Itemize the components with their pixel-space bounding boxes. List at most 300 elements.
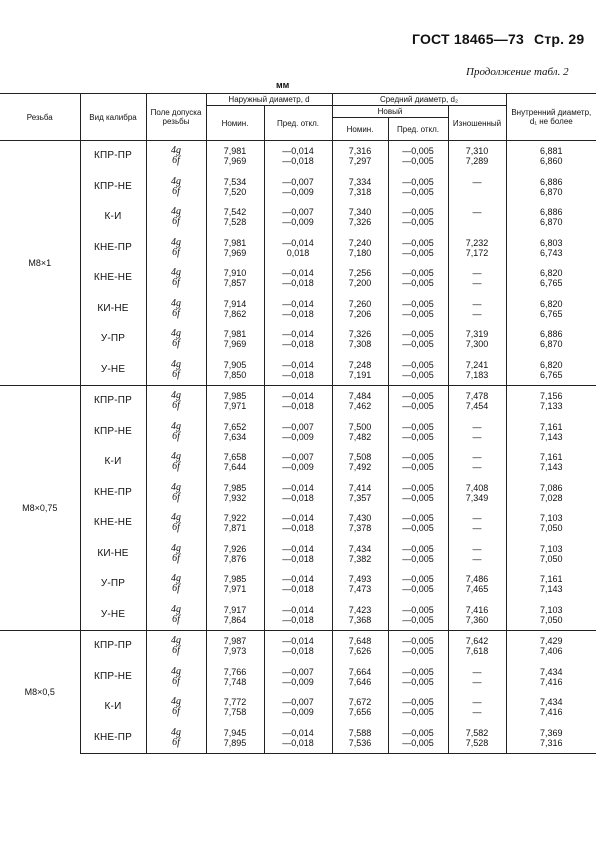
cell-value: —0,005	[402, 329, 434, 340]
cell-mid-dev	[388, 386, 448, 417]
cell-value: —0,014	[282, 604, 314, 615]
cell-value: 7,748	[223, 676, 247, 687]
cell-tolerance	[146, 600, 206, 631]
cell-outer-dev	[264, 355, 332, 386]
cell-mid-nom	[332, 172, 388, 203]
cell-mid-worn	[448, 141, 506, 172]
cell-value: —0,018	[282, 492, 314, 503]
cell-value: —0,005	[402, 646, 434, 657]
cell-value: —0,007	[282, 421, 314, 432]
cell-value: 7,232	[465, 237, 489, 248]
cell-value: 7,528	[465, 737, 489, 748]
cell-mid-worn	[448, 631, 506, 662]
cell-tolerance	[146, 723, 206, 754]
cell-value: 6,870	[540, 186, 563, 197]
cell-outer-dev	[264, 539, 332, 570]
col-mid-dev-header: Пред. откл.	[388, 118, 448, 141]
cell-inner-diameter	[506, 631, 596, 662]
cell-value: 7,914	[223, 298, 247, 309]
cell-tolerance	[146, 692, 206, 723]
cell-mid-dev	[388, 202, 448, 233]
cell-value: —	[472, 421, 482, 432]
cell-mid-dev	[388, 324, 448, 355]
cell-value: 7,103	[540, 604, 563, 615]
table-row	[0, 508, 596, 539]
cell-mid-worn	[448, 355, 506, 386]
cell-mid-worn	[448, 539, 506, 570]
table-row	[0, 172, 596, 203]
cell-value: —	[472, 553, 482, 564]
cell-value: 7,103	[540, 543, 563, 554]
cell-mid-dev	[388, 355, 448, 386]
cell-value: —0,007	[282, 176, 314, 187]
cell-outer-nom	[206, 662, 264, 693]
cell-mid-nom	[332, 600, 388, 631]
cell-value: —0,007	[282, 666, 314, 677]
cell-outer-dev	[264, 600, 332, 631]
cell-value: 7,349	[465, 492, 489, 503]
cell-value: —0,005	[402, 707, 434, 718]
cell-value: 7,434	[540, 697, 563, 708]
cell-value: 7,050	[540, 614, 563, 625]
table-row	[0, 600, 596, 631]
table-row	[0, 294, 596, 325]
cell-outer-dev	[264, 508, 332, 539]
gauge-type: КНЕ-ПР	[80, 233, 146, 264]
cell-mid-dev	[388, 631, 448, 662]
gauge-type: К-И	[80, 202, 146, 233]
cell-value: 6f	[172, 430, 180, 442]
cell-value: 6f	[172, 706, 180, 718]
gauge-type: КИ-НЕ	[80, 539, 146, 570]
gauge-type: КПР-НЕ	[80, 417, 146, 448]
cell-value: 7,300	[465, 339, 489, 350]
cell-value: —0,005	[402, 697, 434, 708]
cell-value: —0,014	[282, 543, 314, 554]
cell-value: —0,007	[282, 697, 314, 708]
page-header	[412, 31, 584, 47]
cell-outer-nom	[206, 386, 264, 417]
cell-value: —0,005	[402, 462, 434, 473]
cell-outer-dev	[264, 447, 332, 478]
cell-value: 7,528	[223, 217, 247, 228]
cell-value: 7,932	[223, 492, 247, 503]
cell-value: 4g	[171, 451, 181, 463]
cell-tolerance	[146, 386, 206, 417]
cell-value: 7,429	[540, 636, 563, 647]
cell-value: 4g	[171, 665, 181, 677]
cell-inner-diameter	[506, 233, 596, 264]
table-row	[0, 263, 596, 294]
cell-mid-nom	[332, 202, 388, 233]
gauge-type: КПР-НЕ	[80, 172, 146, 203]
cell-value: 4g	[171, 635, 181, 647]
cell-tolerance	[146, 417, 206, 448]
cell-outer-nom	[206, 172, 264, 203]
cell-outer-nom	[206, 417, 264, 448]
cell-value: 6,820	[540, 268, 563, 279]
gauge-type: КИ-НЕ	[80, 294, 146, 325]
cell-tolerance	[146, 355, 206, 386]
cell-value: —	[472, 707, 482, 718]
cell-value: —0,007	[282, 207, 314, 218]
cell-value: 7,133	[540, 401, 563, 412]
cell-value: 6f	[172, 736, 180, 748]
cell-mid-worn	[448, 692, 506, 723]
cell-value: 6,743	[540, 247, 563, 258]
cell-value: 4g	[171, 573, 181, 585]
cell-value: —0,014	[282, 513, 314, 524]
cell-value: 7,626	[348, 646, 372, 657]
cell-value: 7,326	[348, 329, 372, 340]
cell-value: 7,985	[223, 482, 247, 493]
cell-value: 7,161	[540, 452, 563, 463]
cell-value: 6,803	[540, 237, 563, 248]
cell-value: 4g	[171, 328, 181, 340]
cell-value: 7,334	[348, 176, 372, 187]
cell-value: —0,007	[282, 452, 314, 463]
cell-value: 7,156	[540, 391, 563, 402]
cell-value: 7,981	[223, 146, 247, 157]
cell-value: 6,820	[540, 359, 563, 370]
cell-outer-nom	[206, 569, 264, 600]
cell-mid-worn	[448, 294, 506, 325]
cell-value: —0,014	[282, 482, 314, 493]
cell-mid-nom	[332, 539, 388, 570]
cell-value: 7,871	[223, 523, 247, 534]
cell-value: 7,588	[348, 727, 372, 738]
cell-value: 7,256	[348, 268, 372, 279]
cell-tolerance	[146, 233, 206, 264]
cell-mid-nom	[332, 263, 388, 294]
cell-value: 4g	[171, 603, 181, 615]
cell-value: —0,005	[402, 614, 434, 625]
cell-tolerance	[146, 508, 206, 539]
cell-value: 4g	[171, 420, 181, 432]
cell-value: 4g	[171, 358, 181, 370]
cell-mid-nom	[332, 723, 388, 754]
col-mid-new-header: Новый	[332, 106, 448, 118]
cell-value: —0,014	[282, 727, 314, 738]
cell-inner-diameter	[506, 508, 596, 539]
cell-value: 6,765	[540, 369, 563, 380]
cell-value: —0,005	[402, 217, 434, 228]
cell-value: —0,018	[282, 278, 314, 289]
cell-value: —0,005	[402, 308, 434, 319]
cell-value: 6,765	[540, 308, 563, 319]
cell-value: 7,206	[348, 308, 372, 319]
cell-value: —0,005	[402, 278, 434, 289]
cell-mid-nom	[332, 631, 388, 662]
col-tolerance-header: Поле допуска резьбы	[146, 94, 206, 141]
cell-value: 7,520	[223, 186, 247, 197]
cell-value: 7,486	[465, 574, 489, 585]
gauge-type: КПР-ПР	[80, 631, 146, 662]
cell-mid-worn	[448, 569, 506, 600]
cell-value: 6,860	[540, 156, 563, 167]
cell-inner-diameter	[506, 294, 596, 325]
cell-value: 7,183	[465, 369, 489, 380]
cell-value: 4g	[171, 267, 181, 279]
cell-value: 7,985	[223, 574, 247, 585]
cell-value: —0,005	[402, 237, 434, 248]
cell-mid-worn	[448, 478, 506, 509]
cell-value: —	[472, 308, 482, 319]
cell-value: 4g	[171, 236, 181, 248]
cell-value: 7,103	[540, 513, 563, 524]
cell-value: —0,018	[282, 523, 314, 534]
cell-value: —0,014	[282, 329, 314, 340]
cell-value: —0,018	[282, 308, 314, 319]
cell-inner-diameter	[506, 417, 596, 448]
cell-outer-dev	[264, 569, 332, 600]
gauge-type: У-ПР	[80, 569, 146, 600]
cell-value: 7,434	[540, 666, 563, 677]
cell-value: —0,005	[402, 584, 434, 595]
cell-value: 7,423	[348, 604, 372, 615]
cell-value: 6,765	[540, 278, 563, 289]
cell-mid-nom	[332, 569, 388, 600]
col-gauge-header: Вид калибра	[80, 94, 146, 141]
cell-value: 7,161	[540, 574, 563, 585]
cell-value: —0,005	[402, 543, 434, 554]
cell-value: 7,241	[465, 359, 489, 370]
table-row	[0, 202, 596, 233]
cell-value: —0,018	[282, 401, 314, 412]
cell-value: 7,973	[223, 646, 247, 657]
cell-value: —0,005	[402, 207, 434, 218]
cell-value: —0,005	[402, 339, 434, 350]
cell-value: —	[472, 462, 482, 473]
cell-inner-diameter	[506, 569, 596, 600]
cell-outer-dev	[264, 417, 332, 448]
cell-value: —0,009	[282, 186, 314, 197]
cell-value: —0,014	[282, 391, 314, 402]
cell-value: 6f	[172, 307, 180, 319]
cell-value: 7,634	[223, 431, 247, 442]
cell-inner-diameter	[506, 141, 596, 172]
cell-value: 6f	[172, 185, 180, 197]
cell-mid-worn	[448, 172, 506, 203]
cell-outer-dev	[264, 233, 332, 264]
cell-value: 7,028	[540, 492, 563, 503]
cell-value: 7,969	[223, 339, 247, 350]
cell-value: 7,618	[465, 646, 489, 657]
cell-value: 6f	[172, 216, 180, 228]
cell-value: 7,430	[348, 513, 372, 524]
cell-value: —0,018	[282, 369, 314, 380]
cell-value: —0,014	[282, 574, 314, 585]
cell-value: 7,408	[465, 482, 489, 493]
table-row	[0, 569, 596, 600]
cell-value: 6,870	[540, 217, 563, 228]
table-row	[0, 723, 596, 754]
cell-value: —0,005	[402, 391, 434, 402]
cell-value: 6f	[172, 552, 180, 564]
cell-value: 7,434	[348, 543, 372, 554]
cell-value: —0,005	[402, 247, 434, 258]
cell-value: 4g	[171, 542, 181, 554]
cell-value: 6f	[172, 246, 180, 258]
cell-value: —	[472, 278, 482, 289]
cell-outer-dev	[264, 202, 332, 233]
cell-value: 7,945	[223, 727, 247, 738]
cell-value: 6f	[172, 400, 180, 412]
cell-value: 7,981	[223, 237, 247, 248]
cell-value: —0,005	[402, 401, 434, 412]
cell-value: 0,018	[286, 247, 310, 258]
cell-value: —0,009	[282, 676, 314, 687]
cell-mid-nom	[332, 386, 388, 417]
cell-value: 7,143	[540, 462, 563, 473]
cell-outer-nom	[206, 692, 264, 723]
cell-value: 4g	[171, 206, 181, 218]
cell-value: 7,319	[465, 329, 489, 340]
cell-mid-worn	[448, 263, 506, 294]
cell-value: 7,378	[348, 523, 372, 534]
cell-value: —0,005	[402, 452, 434, 463]
cell-mid-dev	[388, 447, 448, 478]
cell-value: —0,005	[402, 359, 434, 370]
cell-value: —0,005	[402, 604, 434, 615]
cell-mid-worn	[448, 723, 506, 754]
cell-value: 7,382	[348, 553, 372, 564]
cell-mid-dev	[388, 692, 448, 723]
cell-outer-nom	[206, 263, 264, 294]
cell-mid-dev	[388, 172, 448, 203]
cell-value: 7,369	[540, 727, 563, 738]
cell-mid-dev	[388, 723, 448, 754]
cell-value: 7,050	[540, 553, 563, 564]
cell-value: 6f	[172, 491, 180, 503]
col-outer-nom-header: Номин.	[206, 106, 264, 141]
cell-value: 6f	[172, 155, 180, 167]
cell-value: —0,014	[282, 237, 314, 248]
cell-value: 6,820	[540, 298, 563, 309]
cell-value: 7,484	[348, 391, 372, 402]
cell-value: 6f	[172, 675, 180, 687]
cell-value: 7,416	[540, 676, 563, 687]
cell-value: —0,018	[282, 339, 314, 350]
cell-value: 7,652	[223, 421, 247, 432]
cell-value: 7,240	[348, 237, 372, 248]
cell-mid-worn	[448, 508, 506, 539]
cell-value: 7,462	[348, 401, 372, 412]
cell-value: 7,987	[223, 636, 247, 647]
cell-value: 7,260	[348, 298, 372, 309]
cell-value: 7,357	[348, 492, 372, 503]
cell-mid-worn	[448, 233, 506, 264]
cell-tolerance	[146, 141, 206, 172]
gauge-dimensions-table	[0, 93, 596, 754]
cell-value	[451, 217, 504, 227]
cell-value: —0,014	[282, 636, 314, 647]
cell-mid-worn	[448, 447, 506, 478]
cell-mid-dev	[388, 478, 448, 509]
cell-value: 7,971	[223, 401, 247, 412]
cell-mid-nom	[332, 447, 388, 478]
cell-mid-dev	[388, 508, 448, 539]
cell-outer-dev	[264, 662, 332, 693]
cell-value: 7,664	[348, 666, 372, 677]
cell-value: —0,005	[402, 268, 434, 279]
cell-value: 7,340	[348, 207, 372, 218]
cell-outer-nom	[206, 141, 264, 172]
cell-mid-dev	[388, 600, 448, 631]
cell-value: 7,536	[348, 737, 372, 748]
cell-value: —	[472, 697, 482, 708]
gauge-type: КНЕ-ПР	[80, 478, 146, 509]
cell-outer-nom	[206, 202, 264, 233]
cell-mid-nom	[332, 692, 388, 723]
gauge-type: К-И	[80, 692, 146, 723]
cell-value: 7,493	[348, 574, 372, 585]
cell-value: 4g	[171, 696, 181, 708]
cell-mid-dev	[388, 417, 448, 448]
cell-mid-worn	[448, 386, 506, 417]
cell-inner-diameter	[506, 447, 596, 478]
col-outer-diameter-header: Наружный диаметр, d	[206, 94, 332, 106]
cell-value: 7,917	[223, 604, 247, 615]
cell-value: 7,644	[223, 462, 247, 473]
cell-value: —0,005	[402, 492, 434, 503]
cell-tolerance	[146, 324, 206, 355]
cell-tolerance	[146, 172, 206, 203]
cell-value: —	[472, 452, 482, 463]
cell-mid-nom	[332, 478, 388, 509]
cell-value: 4g	[171, 726, 181, 738]
cell-inner-diameter	[506, 662, 596, 693]
cell-mid-nom	[332, 355, 388, 386]
cell-value: —0,018	[282, 156, 314, 167]
cell-value: 7,482	[348, 431, 372, 442]
cell-outer-dev	[264, 631, 332, 662]
gauge-type: У-НЕ	[80, 355, 146, 386]
cell-mid-worn	[448, 202, 506, 233]
cell-value: —0,018	[282, 614, 314, 625]
cell-value: 7,534	[223, 176, 247, 187]
cell-mid-nom	[332, 417, 388, 448]
cell-value: —0,005	[402, 369, 434, 380]
cell-mid-dev	[388, 569, 448, 600]
cell-value: —0,005	[402, 636, 434, 647]
cell-tolerance	[146, 202, 206, 233]
cell-outer-nom	[206, 723, 264, 754]
cell-value: 7,368	[348, 614, 372, 625]
cell-value: 6f	[172, 645, 180, 657]
cell-value: 7,758	[223, 707, 247, 718]
gauge-type: У-НЕ	[80, 600, 146, 631]
cell-value: 6f	[172, 613, 180, 625]
cell-value: —	[472, 666, 482, 677]
cell-value: 6,870	[540, 339, 563, 350]
cell-value: 4g	[171, 297, 181, 309]
col-mid-worn-header: Изношенный	[448, 106, 506, 141]
cell-tolerance	[146, 294, 206, 325]
cell-value: 7,143	[540, 584, 563, 595]
cell-value: 6,886	[540, 207, 563, 218]
cell-mid-dev	[388, 539, 448, 570]
cell-outer-dev	[264, 172, 332, 203]
cell-mid-nom	[332, 662, 388, 693]
cell-value: —0,009	[282, 462, 314, 473]
cell-value: 7,542	[223, 207, 247, 218]
cell-value: 6,881	[540, 146, 563, 157]
gauge-type: КНЕ-НЕ	[80, 508, 146, 539]
cell-value: 7,857	[223, 278, 247, 289]
cell-outer-nom	[206, 600, 264, 631]
cell-value: —0,005	[402, 523, 434, 534]
